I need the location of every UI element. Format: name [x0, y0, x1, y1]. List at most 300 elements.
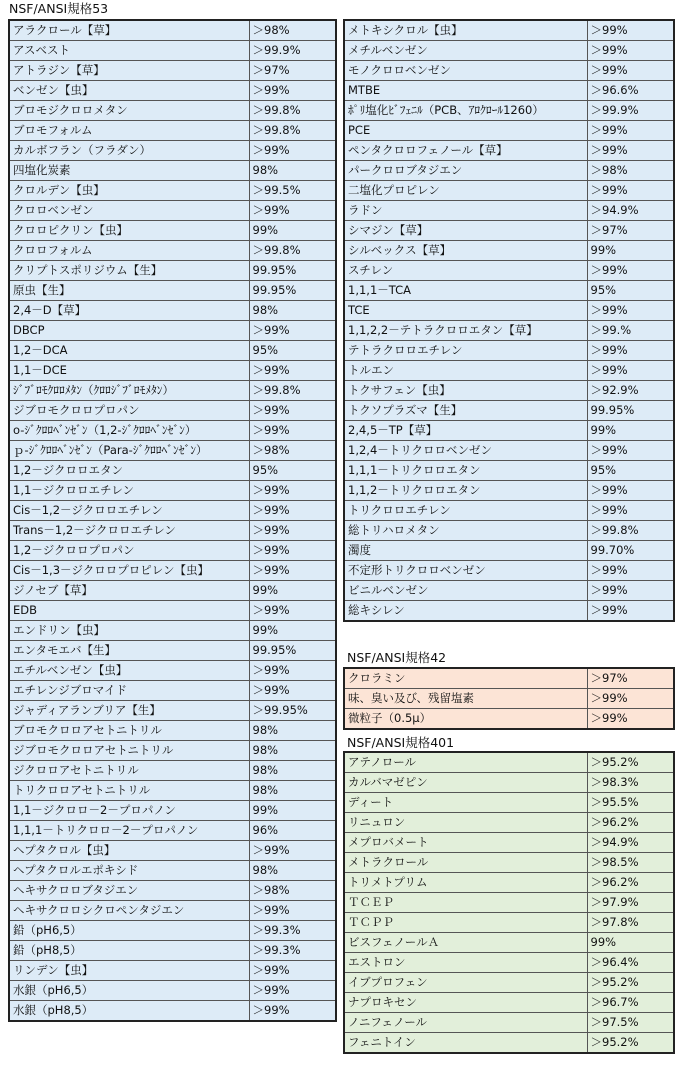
substance-name: クロルデン【虫】: [9, 181, 249, 201]
removal-rate: ＞99%: [249, 601, 336, 621]
substance-name: 濁度: [344, 541, 587, 561]
table-row: [9, 101, 336, 121]
table-row: [9, 181, 336, 201]
table-row: [9, 341, 336, 361]
substance-name: ﾎﾟﾘ塩化ﾋﾞﾌｪﾆﾙ（PCB、ｱﾛｸﾛｰﾙ1260）: [344, 101, 587, 121]
table-row: [9, 681, 336, 701]
substance-name: トルエン: [344, 361, 587, 381]
substance-name: ジノセブ【草】: [9, 581, 249, 601]
table-row: [344, 973, 674, 993]
table-row: [9, 901, 336, 921]
substance-name: フェニトイン: [344, 1033, 587, 1054]
removal-rate: ＞99.8%: [249, 241, 336, 261]
removal-rate: ＞99%: [587, 361, 674, 381]
table-row: [9, 441, 336, 461]
removal-rate: ＞96.2%: [587, 873, 674, 893]
substance-name: ヘプタクロルエポキシド: [9, 861, 249, 881]
substance-name: ヘキサクロロブタジエン: [9, 881, 249, 901]
substance-name: 1,1,1－TCA: [344, 281, 587, 301]
removal-rate: 98%: [249, 741, 336, 761]
removal-rate: ＞99%: [587, 301, 674, 321]
substance-name: トクソプラズマ【生】: [344, 401, 587, 421]
table-row: [344, 953, 674, 973]
removal-rate: ＞97%: [249, 61, 336, 81]
removal-rate: ＞99%: [249, 401, 336, 421]
substance-name: メトキシクロル【虫】: [344, 20, 587, 41]
substance-name: 1,2－ジクロロプロパン: [9, 541, 249, 561]
table-row: [9, 541, 336, 561]
table-row: [9, 141, 336, 161]
nsf42-title: NSF/ANSI規格42: [347, 650, 447, 665]
substance-name: ジャディアランブリア【生】: [9, 701, 249, 721]
removal-rate: ＞99%: [249, 201, 336, 221]
table-row: [9, 61, 336, 81]
table-row: [344, 401, 674, 421]
table-row: [344, 461, 674, 481]
substance-name: 1,1,2,2－テトラクロロエタン【草】: [344, 321, 587, 341]
table-row: [9, 461, 336, 481]
substance-name: ブロモジクロロメタン: [9, 101, 249, 121]
substance-name: 水銀（pH8,5）: [9, 1001, 249, 1022]
table-row: [9, 941, 336, 961]
table-row: [9, 921, 336, 941]
nsf53-title: NSF/ANSI規格53: [9, 1, 109, 16]
removal-rate: ＞99%: [587, 501, 674, 521]
substance-name: クロロフォルム: [9, 241, 249, 261]
table-row: [9, 781, 336, 801]
removal-rate: ＞96.2%: [587, 813, 674, 833]
removal-rate: ＞99%: [587, 689, 674, 709]
table-row: [344, 101, 674, 121]
table-row: [344, 161, 674, 181]
substance-name: クロロベンゼン: [9, 201, 249, 221]
substance-name: ｐ-ｼﾞｸﾛﾛﾍﾞﾝｾﾞﾝ（Para-ｼﾞｸﾛﾛﾍﾞﾝｾﾞﾝ）: [9, 441, 249, 461]
removal-rate: ＞99%: [249, 1001, 336, 1022]
table-row: [344, 341, 674, 361]
substance-name: 1,1,1－トリクロロ－2－プロパノン: [9, 821, 249, 841]
removal-rate: ＞92.9%: [587, 381, 674, 401]
substance-name: 鉛（pH8,5）: [9, 941, 249, 961]
table-row: [344, 601, 674, 622]
substance-name: 1,1,1－トリクロロエタン: [344, 461, 587, 481]
table-row: [344, 581, 674, 601]
removal-rate: ＞98.3%: [587, 773, 674, 793]
substance-name: モノクロロベンゼン: [344, 61, 587, 81]
removal-rate: ＞99.95%: [249, 701, 336, 721]
substance-name: ナプロキセン: [344, 993, 587, 1013]
table-row: [344, 853, 674, 873]
removal-rate: ＞99.8%: [587, 521, 674, 541]
removal-rate: ＞98%: [587, 161, 674, 181]
table-row: [9, 601, 336, 621]
substance-name: メプロバメート: [344, 833, 587, 853]
table-row: [344, 893, 674, 913]
substance-name: ブロモフォルム: [9, 121, 249, 141]
table-row: [344, 381, 674, 401]
table-row: [344, 241, 674, 261]
nsf401-table: [343, 751, 675, 1054]
substance-name: 不定形トリクロロベンゼン: [344, 561, 587, 581]
table-row: [344, 221, 674, 241]
table-row: [344, 121, 674, 141]
substance-name: エチルベンゼン【虫】: [9, 661, 249, 681]
table-row: [9, 701, 336, 721]
substance-name: ジブロモクロロアセトニトリル: [9, 741, 249, 761]
removal-rate: ＞94.9%: [587, 201, 674, 221]
removal-rate: ＞99.8%: [249, 381, 336, 401]
substance-name: アスベスト: [9, 41, 249, 61]
removal-rate: 95%: [249, 461, 336, 481]
table-row: [344, 689, 674, 709]
table-row: [9, 801, 336, 821]
removal-rate: 98%: [249, 761, 336, 781]
substance-name: 1,1－DCE: [9, 361, 249, 381]
removal-rate: ＞97.8%: [587, 913, 674, 933]
table-row: [344, 281, 674, 301]
table-row: [9, 481, 336, 501]
table-row: [9, 821, 336, 841]
nsf42-table: [343, 667, 675, 730]
table-row: [344, 773, 674, 793]
table-row: [9, 221, 336, 241]
substance-name: PCE: [344, 121, 587, 141]
substance-name: エストロン: [344, 953, 587, 973]
substance-name: 1,1,2－トリクロロエタン: [344, 481, 587, 501]
removal-rate: ＞98%: [249, 441, 336, 461]
table-row: [9, 981, 336, 1001]
removal-rate: ＞99.9%: [249, 41, 336, 61]
removal-rate: 96%: [249, 821, 336, 841]
substance-name: ＴＣＰＰ: [344, 913, 587, 933]
substance-name: ディート: [344, 793, 587, 813]
table-row: [9, 381, 336, 401]
table-row: [344, 201, 674, 221]
substance-name: o-ｼﾞｸﾛﾛﾍﾞﾝｾﾞﾝ（1,2-ｼﾞｸﾛﾛﾍﾞﾝｾﾞﾝ）: [9, 421, 249, 441]
removal-rate: ＞99%: [587, 341, 674, 361]
substance-name: メチルベンゼン: [344, 41, 587, 61]
table-row: [9, 241, 336, 261]
table-row: [344, 521, 674, 541]
removal-rate: 99%: [249, 801, 336, 821]
removal-rate: ＞99.5%: [249, 181, 336, 201]
removal-rate: 99.70%: [587, 541, 674, 561]
substance-name: トリクロロエチレン: [344, 501, 587, 521]
removal-rate: ＞99.3%: [249, 941, 336, 961]
removal-rate: ＞99%: [587, 601, 674, 622]
substance-name: DBCP: [9, 321, 249, 341]
removal-rate: ＞99%: [587, 141, 674, 161]
substance-name: 水銀（pH6,5）: [9, 981, 249, 1001]
substance-name: 1,2－DCA: [9, 341, 249, 361]
substance-name: アテノロール: [344, 752, 587, 773]
table-row: [344, 1013, 674, 1033]
substance-name: エチレンジブロマイド: [9, 681, 249, 701]
removal-rate: 99%: [249, 621, 336, 641]
substance-name: アラクロール【草】: [9, 20, 249, 41]
removal-rate: 98%: [249, 301, 336, 321]
substance-name: EDB: [9, 601, 249, 621]
substance-name: 四塩化炭素: [9, 161, 249, 181]
substance-name: テトラクロロエチレン: [344, 341, 587, 361]
substance-name: ＴＣＥＰ: [344, 893, 587, 913]
table-row: [9, 361, 336, 381]
substance-name: カルバマゼピン: [344, 773, 587, 793]
removal-rate: ＞95.2%: [587, 1033, 674, 1054]
removal-rate: 95%: [249, 341, 336, 361]
table-row: [344, 181, 674, 201]
removal-rate: ＞99%: [249, 901, 336, 921]
table-row: [9, 161, 336, 181]
table-row: [9, 81, 336, 101]
substance-name: ブロモクロロアセトニトリル: [9, 721, 249, 741]
table-row: [344, 361, 674, 381]
substance-name: パークロロブタジエン: [344, 161, 587, 181]
substance-name: TCE: [344, 301, 587, 321]
removal-rate: ＞98%: [249, 881, 336, 901]
table-row: [344, 541, 674, 561]
table-row: [344, 481, 674, 501]
substance-name: クロロピクリン【虫】: [9, 221, 249, 241]
removal-rate: ＞96.7%: [587, 993, 674, 1013]
substance-name: ノニフェノール: [344, 1013, 587, 1033]
table-row: [9, 1001, 336, 1022]
table-row: [344, 668, 674, 689]
removal-rate: ＞99%: [587, 581, 674, 601]
removal-rate: ＞99%: [587, 20, 674, 41]
substance-name: ｼﾞﾌﾞﾛﾓｸﾛﾛﾒﾀﾝ（ｸﾛﾛｼﾞﾌﾞﾛﾓﾒﾀﾝ）: [9, 381, 249, 401]
table-row: [344, 301, 674, 321]
removal-rate: 99%: [587, 933, 674, 953]
removal-rate: ＞99%: [249, 561, 336, 581]
substance-name: 2,4,5－TP【草】: [344, 421, 587, 441]
removal-rate: ＞96.4%: [587, 953, 674, 973]
removal-rate: 98%: [249, 161, 336, 181]
substance-name: リンデン【虫】: [9, 961, 249, 981]
removal-rate: 98%: [249, 721, 336, 741]
removal-rate: ＞99%: [587, 61, 674, 81]
substance-name: ジクロロアセトニトリル: [9, 761, 249, 781]
substance-name: リニュロン: [344, 813, 587, 833]
removal-rate: ＞96.6%: [587, 81, 674, 101]
substance-name: ジブロモクロロプロパン: [9, 401, 249, 421]
table-row: [9, 501, 336, 521]
removal-rate: ＞99%: [587, 41, 674, 61]
removal-rate: ＞99%: [249, 681, 336, 701]
removal-rate: ＞97.9%: [587, 893, 674, 913]
removal-rate: ＞98.5%: [587, 853, 674, 873]
table-row: [9, 301, 336, 321]
substance-name: アトラジン【草】: [9, 61, 249, 81]
table-row: [344, 993, 674, 1013]
removal-rate: ＞99%: [249, 361, 336, 381]
table-row: [9, 561, 336, 581]
removal-rate: ＞99.9%: [587, 101, 674, 121]
substance-name: 1,1－ジクロロエチレン: [9, 481, 249, 501]
table-row: [344, 501, 674, 521]
substance-name: エンタモエバ【生】: [9, 641, 249, 661]
removal-rate: ＞99%: [249, 421, 336, 441]
substance-name: カルボフラン（フラダン）: [9, 141, 249, 161]
table-row: [9, 641, 336, 661]
removal-rate: ＞99%: [249, 981, 336, 1001]
table-row: [9, 261, 336, 281]
substance-name: トリクロロアセトニトリル: [9, 781, 249, 801]
removal-rate: ＞95.2%: [587, 973, 674, 993]
table-row: [9, 761, 336, 781]
substance-name: Cis－1,3－ジクロロプロピレン【虫】: [9, 561, 249, 581]
substance-name: シルベックス【草】: [344, 241, 587, 261]
removal-rate: ＞95.5%: [587, 793, 674, 813]
substance-name: 1,1－ジクロロ－2－プロパノン: [9, 801, 249, 821]
table-row: [9, 521, 336, 541]
removal-rate: 99.95%: [249, 261, 336, 281]
substance-name: 総トリハロメタン: [344, 521, 587, 541]
substance-name: シマジン【草】: [344, 221, 587, 241]
substance-name: クリプトスポリジウム【生】: [9, 261, 249, 281]
removal-rate: 99.95%: [249, 281, 336, 301]
removal-rate: ＞99.3%: [249, 921, 336, 941]
substance-name: ビニルベンゼン: [344, 581, 587, 601]
removal-rate: ＞99%: [249, 541, 336, 561]
removal-rate: 99.95%: [587, 401, 674, 421]
removal-rate: ＞99.8%: [249, 121, 336, 141]
table-row: [9, 201, 336, 221]
table-row: [344, 421, 674, 441]
removal-rate: ＞99%: [249, 661, 336, 681]
table-row: [344, 261, 674, 281]
table-row: [9, 721, 336, 741]
removal-rate: ＞99.%: [587, 321, 674, 341]
removal-rate: ＞99%: [249, 321, 336, 341]
table-row: [9, 321, 336, 341]
substance-name: 原虫【生】: [9, 281, 249, 301]
table-row: [9, 281, 336, 301]
table-row: [9, 861, 336, 881]
table-row: [9, 881, 336, 901]
table-row: [344, 813, 674, 833]
removal-rate: ＞99%: [587, 181, 674, 201]
substance-name: 微粒子（0.5μ）: [344, 709, 587, 730]
removal-rate: ＞99.8%: [249, 101, 336, 121]
removal-rate: ＞97%: [587, 221, 674, 241]
removal-rate: ＞99%: [587, 709, 674, 730]
removal-rate: ＞98%: [249, 20, 336, 41]
substance-name: ベンゼン【虫】: [9, 81, 249, 101]
substance-name: Cis－1,2－ジクロロエチレン: [9, 501, 249, 521]
removal-rate: ＞99%: [587, 561, 674, 581]
table-row: [344, 873, 674, 893]
substance-name: 二塩化プロピレン: [344, 181, 587, 201]
table-row: [9, 41, 336, 61]
removal-rate: ＞97%: [587, 668, 674, 689]
substance-name: ヘキサクロロシクロペンタジエン: [9, 901, 249, 921]
table-row: [9, 741, 336, 761]
table-row: [344, 321, 674, 341]
substance-name: ペンタクロロフェノール【草】: [344, 141, 587, 161]
substance-name: ヘプタクロル【虫】: [9, 841, 249, 861]
substance-name: エンドリン【虫】: [9, 621, 249, 641]
substance-name: MTBE: [344, 81, 587, 101]
removal-rate: ＞95.2%: [587, 752, 674, 773]
substance-name: 1,2－ジクロロエタン: [9, 461, 249, 481]
removal-rate: 99.95%: [249, 641, 336, 661]
table-row: [9, 401, 336, 421]
table-row: [344, 20, 674, 41]
removal-rate: 95%: [587, 281, 674, 301]
table-row: [9, 621, 336, 641]
removal-rate: ＞99%: [249, 481, 336, 501]
removal-rate: ＞99%: [249, 81, 336, 101]
table-row: [9, 421, 336, 441]
removal-rate: ＞94.9%: [587, 833, 674, 853]
nsf53-table-right: [343, 19, 675, 622]
table-row: [344, 833, 674, 853]
substance-name: 2,4－D【草】: [9, 301, 249, 321]
table-row: [344, 561, 674, 581]
removal-rate: 99%: [587, 421, 674, 441]
table-row: [344, 41, 674, 61]
substance-name: トリメトプリム: [344, 873, 587, 893]
table-row: [9, 20, 336, 41]
table-row: [344, 913, 674, 933]
substance-name: ラドン: [344, 201, 587, 221]
removal-rate: ＞99%: [249, 521, 336, 541]
removal-rate: ＞99%: [249, 961, 336, 981]
removal-rate: ＞99%: [249, 841, 336, 861]
removal-rate: ＞99%: [587, 481, 674, 501]
substance-name: 総キシレン: [344, 601, 587, 622]
removal-rate: 99%: [587, 241, 674, 261]
removal-rate: 99%: [249, 221, 336, 241]
substance-name: ビスフェノールＡ: [344, 933, 587, 953]
substance-name: 鉛（pH6,5）: [9, 921, 249, 941]
table-row: [9, 961, 336, 981]
table-row: [9, 661, 336, 681]
table-row: [344, 81, 674, 101]
nsf53-table-left: [8, 19, 337, 1022]
table-row: [344, 441, 674, 461]
nsf401-title: NSF/ANSI規格401: [347, 735, 455, 750]
substance-name: Trans－1,2－ジクロロエチレン: [9, 521, 249, 541]
table-row: [344, 1033, 674, 1054]
substance-name: イブプロフェン: [344, 973, 587, 993]
table-row: [344, 752, 674, 773]
substance-name: メトラクロール: [344, 853, 587, 873]
table-row: [9, 841, 336, 861]
substance-name: 味、臭い及び、残留塩素: [344, 689, 587, 709]
table-row: [9, 121, 336, 141]
table-row: [344, 709, 674, 730]
table-row: [344, 933, 674, 953]
substance-name: トクサフェン【虫】: [344, 381, 587, 401]
substance-name: クロラミン: [344, 668, 587, 689]
substance-name: 1,2,4－トリクロロベンゼン: [344, 441, 587, 461]
removal-rate: 95%: [587, 461, 674, 481]
removal-rate: ＞99%: [587, 121, 674, 141]
removal-rate: 98%: [249, 861, 336, 881]
removal-rate: 99%: [249, 581, 336, 601]
removal-rate: ＞99%: [587, 261, 674, 281]
table-row: [344, 61, 674, 81]
removal-rate: ＞99%: [587, 441, 674, 461]
table-row: [344, 141, 674, 161]
removal-rate: ＞99%: [249, 141, 336, 161]
removal-rate: ＞99%: [249, 501, 336, 521]
removal-rate: ＞97.5%: [587, 1013, 674, 1033]
table-row: [9, 581, 336, 601]
table-row: [344, 793, 674, 813]
removal-rate: 98%: [249, 781, 336, 801]
